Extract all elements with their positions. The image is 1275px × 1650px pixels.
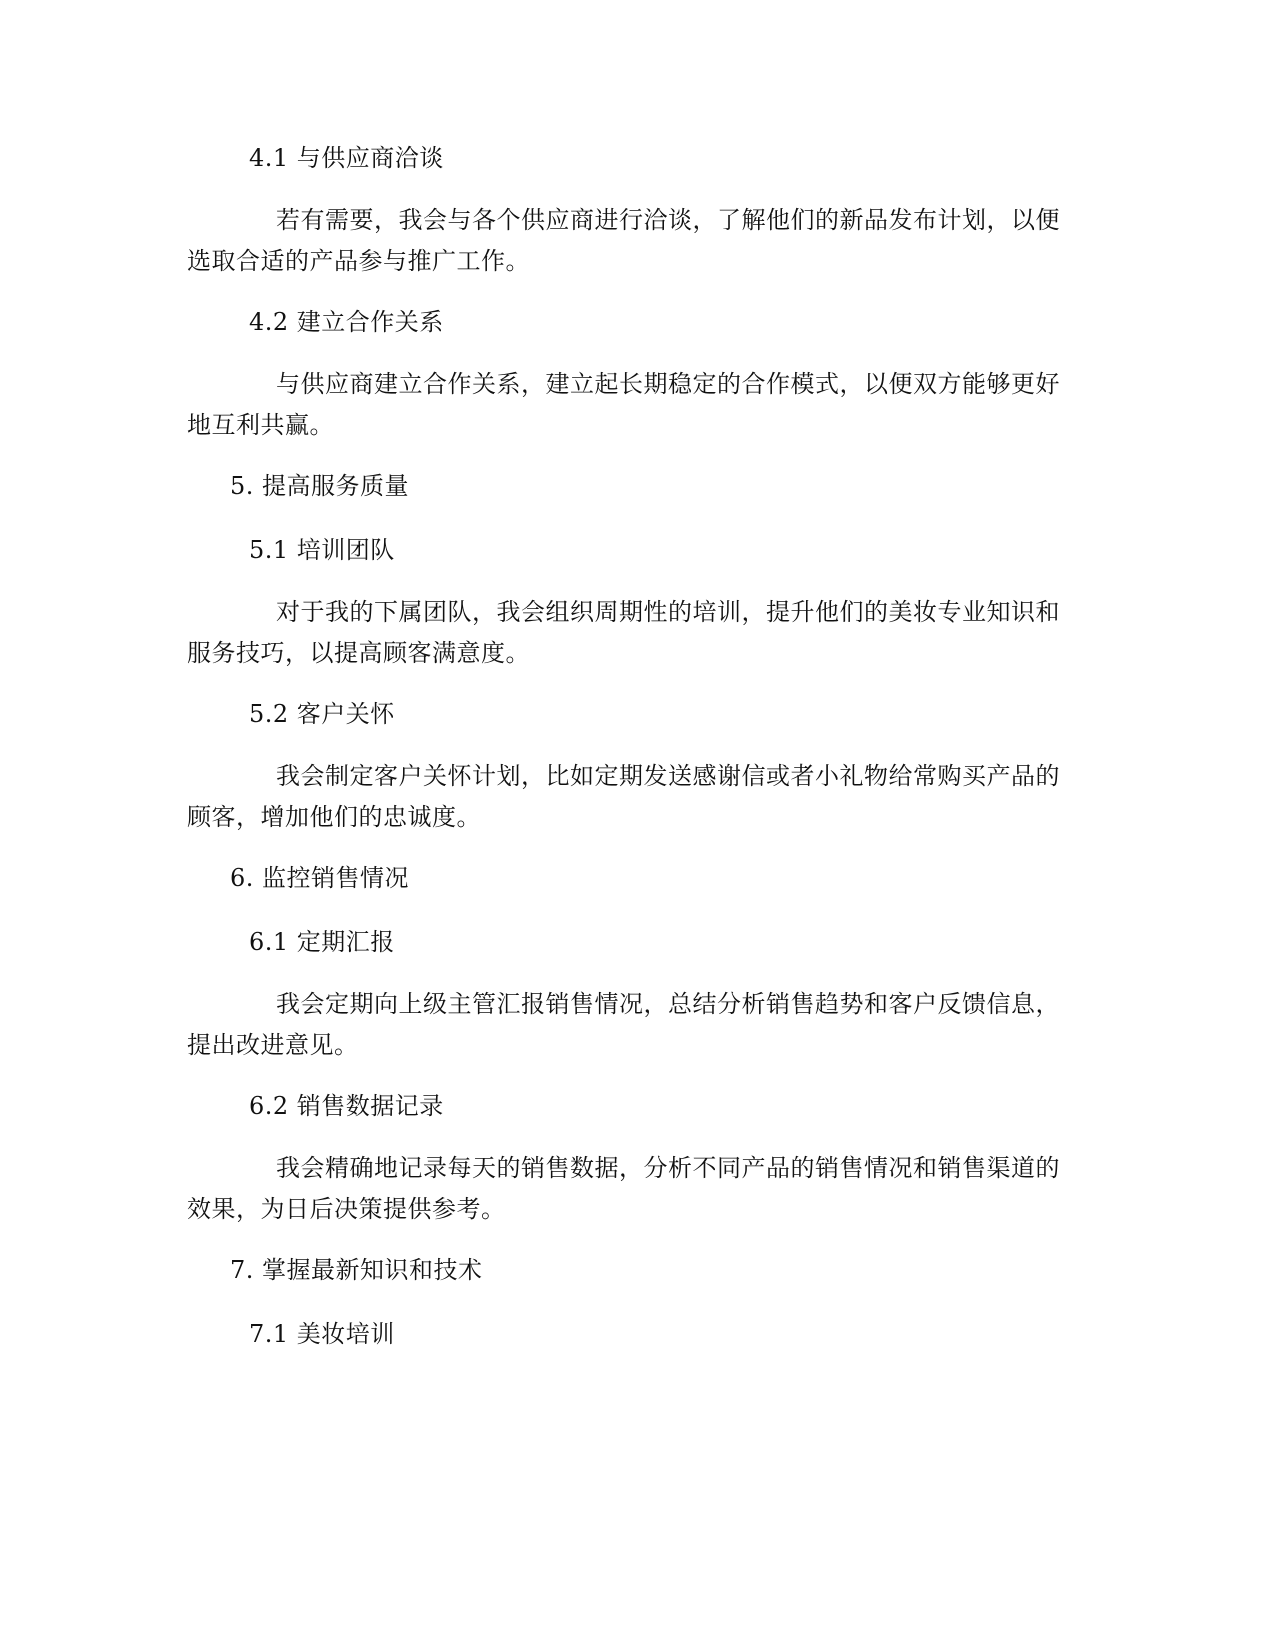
section-heading-4-1: 4.1 与供应商洽谈: [249, 144, 444, 172]
paragraph-line: 地互利共赢。: [187, 411, 334, 439]
paragraph-line: 与供应商建立合作关系，建立起长期稳定的合作模式，以便双方能够更好: [276, 370, 1060, 398]
paragraph-line: 效果，为日后决策提供参考。: [187, 1195, 506, 1223]
section-heading-5-1: 5.1 培训团队: [249, 536, 395, 564]
paragraph-line: 我会精确地记录每天的销售数据，分析不同产品的销售情况和销售渠道的: [276, 1154, 1060, 1182]
paragraph-line: 我会定期向上级主管汇报销售情况，总结分析销售趋势和客户反馈信息，: [276, 990, 1060, 1018]
section-heading-6: 6. 监控销售情况: [230, 864, 410, 892]
paragraph-line: 若有需要，我会与各个供应商进行洽谈，了解他们的新品发布计划，以便: [276, 206, 1060, 234]
section-heading-7-1: 7.1 美妆培训: [249, 1320, 395, 1348]
section-heading-5: 5. 提高服务质量: [230, 472, 410, 500]
section-heading-6-2: 6.2 销售数据记录: [249, 1092, 444, 1120]
paragraph-line: 顾客，增加他们的忠诚度。: [187, 803, 481, 831]
section-heading-6-1: 6.1 定期汇报: [249, 928, 395, 956]
paragraph-line: 对于我的下属团队，我会组织周期性的培训，提升他们的美妆专业知识和: [276, 598, 1060, 626]
section-heading-4-2: 4.2 建立合作关系: [249, 308, 444, 336]
section-heading-5-2: 5.2 客户关怀: [249, 700, 395, 728]
paragraph-line: 提出改进意见。: [187, 1031, 359, 1059]
paragraph-line: 选取合适的产品参与推广工作。: [187, 247, 530, 275]
section-heading-7: 7. 掌握最新知识和技术: [230, 1256, 483, 1284]
paragraph-line: 我会制定客户关怀计划，比如定期发送感谢信或者小礼物给常购买产品的: [276, 762, 1060, 790]
paragraph-line: 服务技巧，以提高顾客满意度。: [187, 639, 530, 667]
